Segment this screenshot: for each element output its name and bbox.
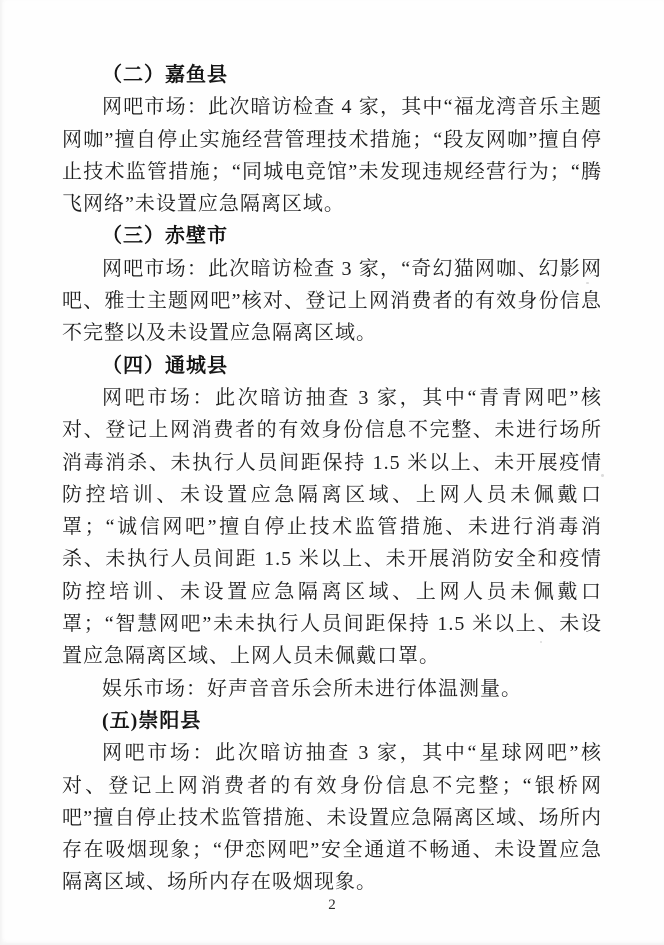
section-heading-tongcheng-county: （四）通城县 <box>102 354 228 377</box>
section-heading-chibi-city: （三）赤壁市 <box>102 225 228 248</box>
paragraph-tongcheng-entertainment-market: 娱乐市场：好声音音乐会所未进行体温测量。 <box>102 677 522 700</box>
section-heading-chongyang-county: (五)崇阳县 <box>102 709 202 732</box>
paragraph-jiayu-internet-cafes: 网吧市场：此次暗访检查 4 家，其中“福龙湾音乐主题网咖”擅自停止实施经营管理技术措施；“段友网咖”擅自停止技术监管措施；“同城电竞馆”未发现违规经营行为；“腾飞网络”未设置应急隔离区域。 <box>62 96 602 216</box>
scan-speck <box>601 474 604 477</box>
section-heading-jiayu-county: （二）嘉鱼县 <box>102 64 228 86</box>
page-number: 2 <box>328 897 336 913</box>
scan-speck <box>586 282 589 284</box>
paragraph-chongyang-internet-cafes: 网吧市场：此次暗访抽查 3 家，其中“星球网吧”核对、登记上网消费者的有效身份信息不完整；“银桥网吧”擅自停止技术监管措施、未设置应急隔离区域、场所内存在吸烟现象；“伊恋网吧”安全通道不畅通、未设置应急隔离区域、场所内存在吸烟现象。 <box>62 742 602 894</box>
paragraph-tongcheng-internet-cafes: 网吧市场：此次暗访抽查 3 家，其中“青青网吧”核对、登记上网消费者的有效身份信息不完整、未进行场所消毒消杀、未执行人员间距保持 1.5 米以上、未开展疫情防控培训、未设置应急隔离区域、上网人员未佩戴口罩；“诚信网吧”擅自停止技术监管措施、未进行消毒消杀、未执行人员间距 1.5 米以上、未开展消防安全和疫情防控培训、未设置应急隔离区域、上网人员未佩戴口罩；“智慧网吧”未未执行人员间距保持 1.5 米以上、未设置应急隔离区域、上网人员未佩戴口罩。 <box>62 386 602 668</box>
document-body <box>62 59 602 899</box>
paragraph-chibi-internet-cafes: 网吧市场：此次暗访检查 3 家，“奇幻猫网咖、幻影网吧、雅士主题网吧”核对、登记上网消费者的有效身份信息不完整以及未设置应急隔离区域。 <box>62 257 602 345</box>
scan-speck <box>540 641 542 643</box>
